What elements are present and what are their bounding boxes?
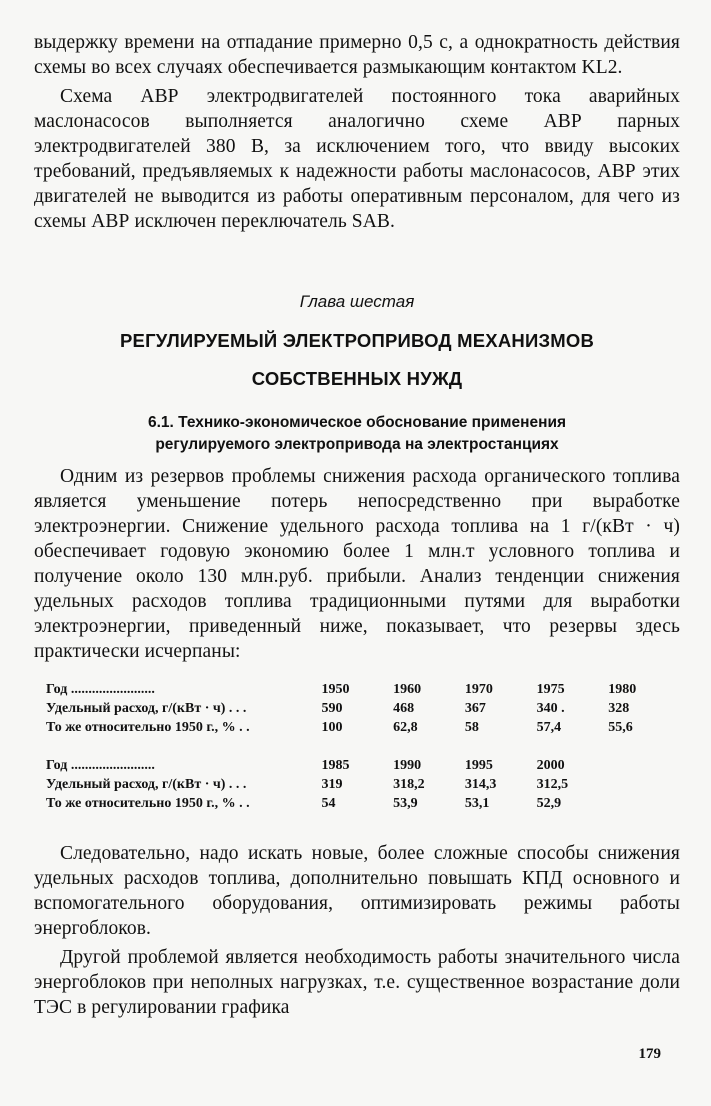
page-body <box>34 30 680 1020</box>
section-title <box>34 412 680 456</box>
section-title-line-1: 6.1. Технико-экономическое обоснование применения <box>147 414 567 431</box>
table-cell: 312,5 <box>536 777 569 792</box>
table-cell: 328 <box>608 701 630 716</box>
table-cell: 1975 <box>536 682 565 697</box>
table-cell: 1970 <box>464 682 493 697</box>
table-cell: 319 <box>321 777 343 792</box>
table-row <box>46 796 680 815</box>
table-cell: 590 <box>321 701 343 716</box>
table-cell: 1950 <box>321 682 350 697</box>
paragraph-continued: выдержку времени на отпадание примерно 0,5 с, а однократность действия схемы во всех случаях обеспечивается размыкающим контактом KL2. <box>34 32 680 78</box>
table-cell: 1980 <box>608 682 637 697</box>
table-cell: 57,4 <box>536 720 562 735</box>
table-cell: 367 <box>464 701 486 716</box>
paragraph-conclusion: Следовательно, надо искать новые, более сложные способы снижения удельных расходов топлива, дополнительно повышать КПД основного и вспомогательного оборудования, оптимизировать режимы работы энергоблоков. <box>34 843 680 939</box>
chapter-title-line-1: РЕГУЛИРУЕМЫЙ ЭЛЕКТРОПРИВОД МЕХАНИЗМОВ <box>119 330 595 351</box>
row-label: То же относительно 1950 г., % . . <box>46 796 250 811</box>
paragraph-intro: Одним из резервов проблемы снижения расхода органического топлива является уменьшение потерь непосредственно при выработке электроэнергии. Снижение удельного расхода топлива на 1 г/(кВт · ч) обеспечивает годовую экономию более 1 млн.т условного топлива и получение около 130 млн.руб. прибыли. Анализ тенденции снижения удельных расходов топлива традиционными путями для выработки электроэнергии, приведенный ниже, показывает, что резервы здесь практически исчерпаны: <box>34 466 680 662</box>
chapter-title <box>34 322 680 398</box>
table-cell: 1990 <box>393 758 422 773</box>
table-row <box>46 682 680 701</box>
table-cell: 314,3 <box>464 777 497 792</box>
row-label: То же относительно 1950 г., % . . <box>46 720 250 735</box>
table-cell: 1995 <box>464 758 493 773</box>
table-cell: 54 <box>321 796 336 811</box>
table-row <box>46 777 680 796</box>
table-cell: 340 . <box>536 701 565 716</box>
table-cell: 62,8 <box>393 720 418 735</box>
row-label: Год ........................ <box>46 758 155 773</box>
section-title-line-2: регулируемого электропривода на электростанциях <box>155 436 559 453</box>
table-cell: 468 <box>393 701 415 716</box>
table-row <box>46 701 680 720</box>
chapter-label: Глава шестая <box>299 292 415 311</box>
fuel-consumption-table <box>46 682 680 815</box>
table-row <box>46 720 680 739</box>
paragraph-next-problem: Другой проблемой является необходимость работы значительного числа энергоблоков при неполных нагрузках, т.е. существенное возрастание доли ТЭС в регулировании графика <box>34 947 680 1018</box>
table-cell: 52,9 <box>536 796 562 811</box>
table-cell: 1960 <box>393 682 422 697</box>
table-cell: 318,2 <box>393 777 425 792</box>
paragraph-avr-scheme: Схема АВР электродвигателей постоянного тока аварийных маслонасосов выполняется аналогично схеме АВР парных электродвигателей 380 В, за исключением того, что ввиду высоких требований, предъявляемых к надежности работы маслонасосов, АВР этих двигателей не выводится из работы оперативным персоналом, для чего из схемы АВР исключен переключатель SAB. <box>34 86 680 232</box>
row-label: Удельный расход, г/(кВт · ч) . . . <box>46 701 247 716</box>
table-cell: 100 <box>321 720 343 735</box>
table-cell: 1985 <box>321 758 350 773</box>
row-label: Удельный расход, г/(кВт · ч) . . . <box>46 777 247 792</box>
table-cell: 55,6 <box>608 720 633 735</box>
table-cell: 53,1 <box>464 796 490 811</box>
chapter-title-line-2: СОБСТВЕННЫХ НУЖД <box>251 368 463 389</box>
table-cell: 58 <box>464 720 479 735</box>
row-label: Год ........................ <box>46 682 155 697</box>
table-cell: 2000 <box>536 758 565 773</box>
table-cell: 53,9 <box>393 796 418 811</box>
page-number: 179 <box>638 1046 661 1062</box>
table-row <box>46 758 680 777</box>
